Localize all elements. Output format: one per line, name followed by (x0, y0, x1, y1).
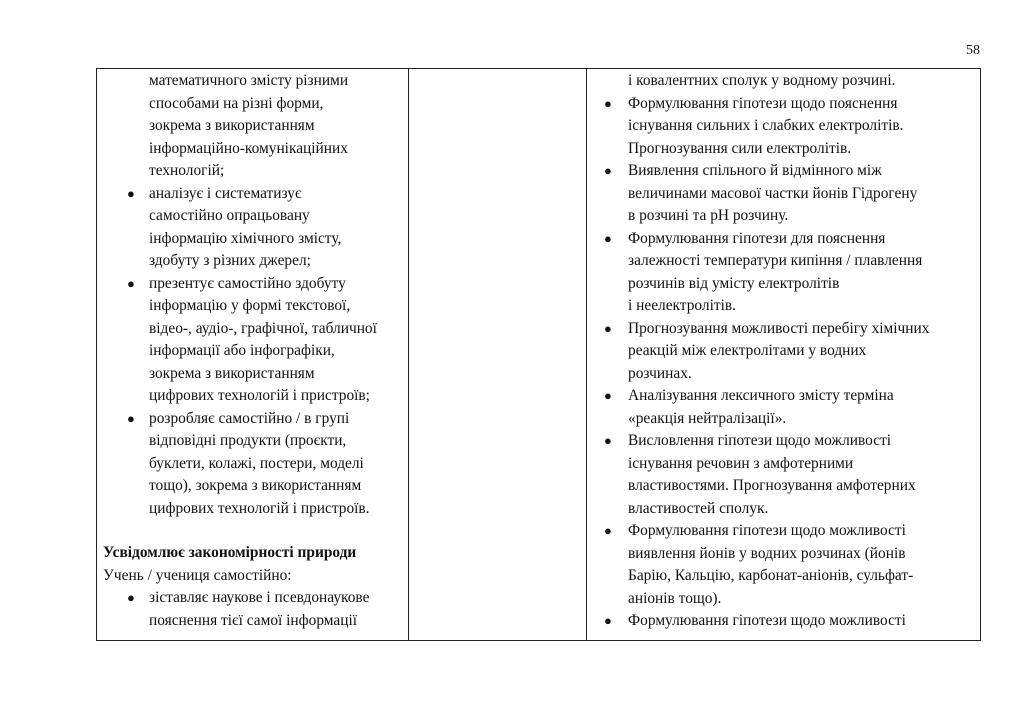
page-number: 58 (966, 43, 980, 58)
bullet-item-line: «реакція нейтралізації». (628, 409, 787, 427)
bullet-item-line: самостійно опрацьовану (149, 207, 310, 224)
bullet-item-line: зіставляє наукове і псевдонаукове (149, 589, 370, 606)
bullet-item-line: і неелектролітів. (628, 297, 736, 314)
bullet-item-line: існування речовин з амфотерними (628, 454, 854, 472)
bullet-item-line: інформацію хімічного змісту, (149, 229, 342, 247)
bullet-item-line: Барію, Кальцію, карбонат-аніонів, сульфат- (628, 567, 914, 584)
bullet-item (103, 587, 404, 632)
bullet-item-line: Висловлення гіпотези щодо можливості (628, 432, 892, 449)
bullet-item-line: розробляє самостійно / в групі (149, 409, 350, 427)
bullet-item (602, 318, 976, 386)
continued-text-line: інформаційно-комунікаційних (149, 139, 348, 157)
section-subheading: Учень / учениця самостійно: (103, 566, 292, 584)
continued-text-line: математичного змісту різними (149, 72, 349, 89)
bullet-item-line: Прогнозування можливості перебігу хімічних (628, 319, 930, 337)
bullet-item-line: розчинах. (628, 364, 692, 382)
bullet-item-line: Формулювання гіпотези щодо пояснення (628, 94, 898, 112)
bullet-item (602, 610, 976, 633)
bullet-item-line: існування сильних і слабких електролітів. (628, 117, 904, 134)
bullet-item-line: розчинів від умісту електролітів (628, 274, 840, 292)
continued-text-line: і ковалентних сполук у водному розчині. (628, 72, 896, 89)
table-cell (97, 69, 408, 632)
bullet-icon: ● (604, 320, 612, 336)
bullet-item (103, 408, 404, 521)
bullet-item-line: презентує самостійно здобуту (149, 274, 346, 292)
bullet-item-line: аналізує і систематизує (149, 184, 302, 202)
table-column-activities (586, 69, 980, 640)
bullet-item (602, 430, 976, 520)
bullet-item (103, 183, 404, 273)
table-column-learning-outcomes (97, 69, 409, 640)
bullet-item-line: аніонів тощо). (628, 589, 722, 607)
bullet-item-line: інформації або інфографіки, (149, 342, 335, 359)
bullet-item-line: властивостей сполук. (628, 499, 769, 517)
curriculum-table (96, 68, 981, 641)
bullet-item (602, 228, 976, 318)
bullet-item-line: інформацію у формі текстової, (149, 297, 351, 314)
bullet-item (602, 385, 976, 430)
table-cell (586, 69, 980, 633)
continued-text-line: технологій; (149, 162, 225, 179)
bullet-item (103, 273, 404, 408)
bullet-icon: ● (604, 163, 612, 178)
bullet-item-line: властивостями. Прогнозування амфотерних (628, 477, 916, 494)
bullet-icon: ● (604, 613, 612, 628)
bullet-icon: ● (604, 388, 612, 403)
bullet-item-line: тощо), зокрема з використанням (149, 477, 362, 494)
bullet-item-line: реакцій між електролітами у водних (628, 342, 867, 359)
bullet-item-line: пояснення тієї самої інформації (149, 611, 358, 629)
bullet-item-line: в розчині та pH розчину. (628, 207, 789, 224)
bullet-item-line: цифрових технологій і пристроїв. (149, 499, 370, 517)
bullet-icon: ● (127, 185, 135, 201)
bullet-item-line: зокрема з використанням (149, 364, 315, 382)
bullet-icon: ● (127, 275, 135, 291)
bullet-item-line: величинами масової частки йонів Гідрогену (628, 184, 918, 202)
bullet-item-line: здобуту з різних джерел; (149, 252, 311, 269)
bullet-icon: ● (604, 230, 612, 246)
continued-text-line: зокрема з використанням (149, 117, 315, 134)
bullet-item-line: відповідні продукти (проєкти, (149, 432, 347, 449)
bullet-item-line: Формулювання гіпотези щодо можливості (628, 612, 906, 629)
bullet-item-line: відео-, аудіо-, графічної, табличної (149, 319, 377, 337)
bullet-item-line: Виявлення спільного й відмінного між (628, 162, 882, 179)
bullet-item (602, 160, 976, 228)
bullet-item-line: цифрових технологій і пристроїв; (149, 387, 370, 404)
bullet-item-line: Прогнозування сили електролітів. (628, 139, 852, 157)
bullet-icon: ● (604, 523, 612, 538)
bullet-icon: ● (604, 433, 612, 448)
bullet-item (602, 93, 976, 161)
bullet-item-line: Формулювання гіпотези для пояснення (628, 229, 886, 247)
bullet-item (602, 520, 976, 610)
bullet-item-line: залежності температури кипіння / плавлення (628, 252, 923, 269)
table-column-empty (408, 69, 587, 640)
continued-text-line: способами на різні форми, (149, 94, 324, 112)
bullet-icon: ● (127, 590, 135, 605)
bullet-item-line: буклети, колажі, постери, моделі (149, 454, 364, 472)
bullet-icon: ● (127, 410, 135, 426)
section-heading: Усвідомлює закономірності природи (103, 544, 357, 561)
bullet-item-line: Формулювання гіпотези щодо можливості (628, 522, 906, 539)
bullet-icon: ● (604, 95, 612, 111)
bullet-item-line: Аналізування лексичного змісту терміна (628, 387, 894, 404)
bullet-item-line: виявлення йонів у водних розчинах (йонів (628, 544, 906, 562)
